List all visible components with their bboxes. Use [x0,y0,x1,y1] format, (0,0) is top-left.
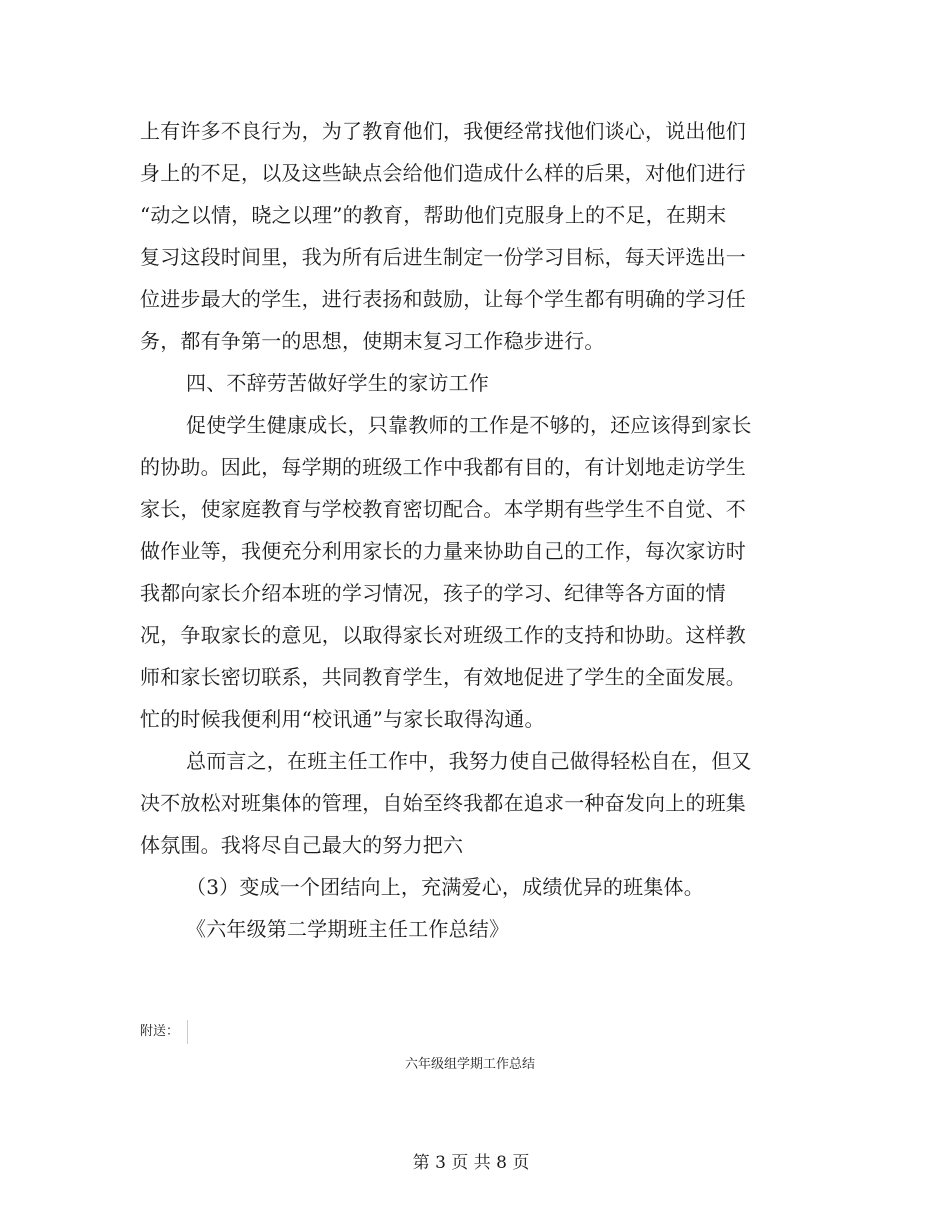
text-line: 家长，使家庭教育与学校教育密切配合。本学期有些学生不自觉、不 [140,497,746,521]
text-line: 忙的时候我便利用“校讯通”与家长取得沟通。 [140,707,545,731]
text-line: 我都向家长介绍本班的学习情况，孩子的学习、纪律等各方面的情 [140,581,726,605]
text-line: 上有许多不良行为，为了教育他们，我便经常找他们谈心，说出他们 [140,119,746,143]
body-text [140,110,760,950]
text-line: 总而言之，在班主任工作中，我努力使自己做得轻松自在，但又 [186,749,752,773]
text-line: 身上的不足，以及这些缺点会给他们造成什么样的后果，对他们进行 [140,161,746,185]
text-line: 决不放松对班集体的管理，自始至终我都在追求一种奋发向上的班集 [140,791,746,815]
text-line: “动之以情，晓之以理”的教育，帮助他们克服身上的不足，在期末 [140,203,727,227]
text-line: 做作业等，我便充分利用家长的力量来协助自己的工作，每次家访时 [140,539,746,563]
text-line: 体氛围。我将尽自己最大的努力把六 [140,833,464,857]
text-line: 的协助。因此，每学期的班级工作中我都有目的，有计划地走访学生 [140,455,746,479]
text-line: （3）变成一个团结向上，充满爱心，成绩优异的班集体。 [186,875,704,899]
attachment-title-wrap [0,1055,950,1075]
attachment-label: 附送： [140,1024,180,1039]
attachment-title: 六年级组学期工作总结 [404,1057,535,1072]
text-line: 复习这段时间里，我为所有后进生制定一份学习目标，每天评选出一 [140,245,746,269]
text-line: 位进步最大的学生，进行表扬和鼓励，让每个学生都有明确的学习任 [140,287,746,311]
text-line: 促使学生健康成长，只靠教师的工作是不够的，还应该得到家长 [186,413,752,437]
section-heading: 四、不辞劳苦做好学生的家访工作 [186,371,489,395]
divider [187,1020,188,1044]
text-line: 师和家长密切联系，共同教育学生，有效地促进了学生的全面发展。 [140,665,746,689]
text-line: 况，争取家长的意见，以取得家长对班级工作的支持和协助。这样教 [140,623,746,647]
text-line: 务，都有争第一的思想，使期末复习工作稳步进行。 [140,329,605,353]
page-footer [0,1150,950,1176]
page-number: 第 3 页 共 8 页 [412,1153,530,1173]
document-title-reference: 《六年级第二学期班主任工作总结》 [186,917,510,941]
